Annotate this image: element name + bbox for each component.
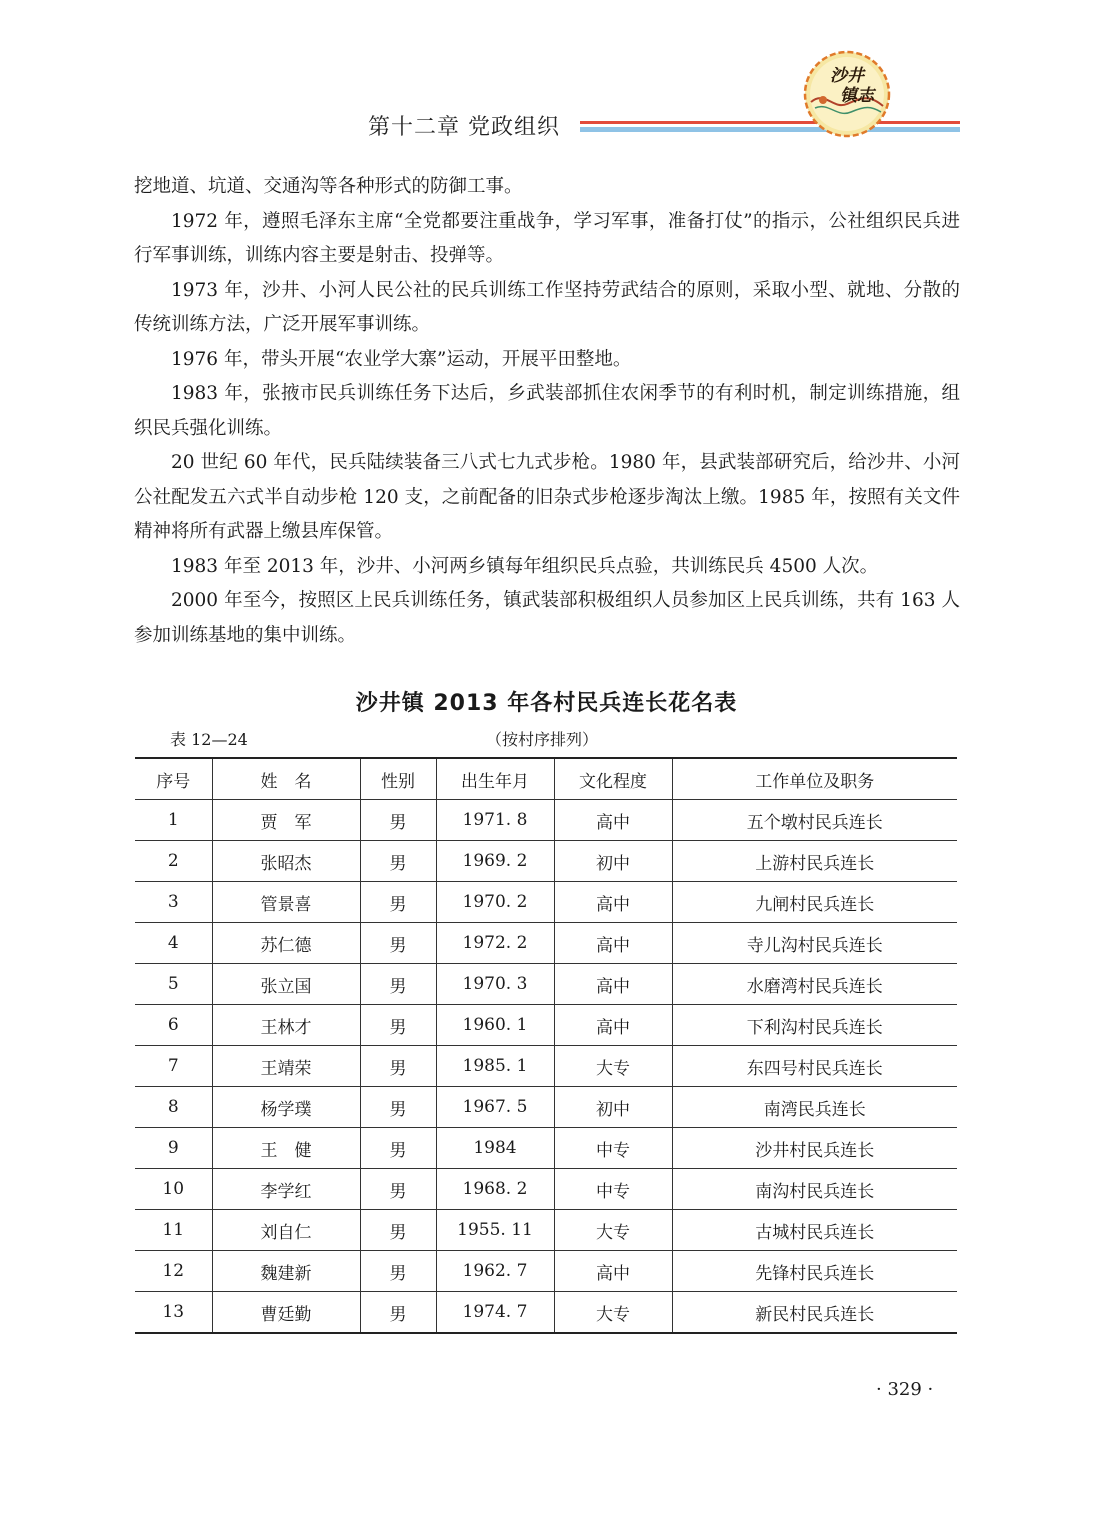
table-row xyxy=(135,1210,957,1251)
table-cell: 新民村民兵连长 xyxy=(672,1292,957,1334)
table-cell: 男 xyxy=(360,800,436,841)
table-row xyxy=(135,882,957,923)
table-cell: 王靖荣 xyxy=(212,1046,360,1087)
table-cell: 大专 xyxy=(554,1210,672,1251)
table-cell: 王林才 xyxy=(212,1005,360,1046)
table-cell: 5 xyxy=(135,964,212,1005)
table-cell: 张昭杰 xyxy=(212,841,360,882)
paragraph: 1983 年至 2013 年，沙井、小河两乡镇每年组织民兵点验，共训练民兵 4500 人次。 xyxy=(171,555,879,577)
table-row xyxy=(135,841,957,882)
table-cell: 男 xyxy=(360,1087,436,1128)
table-cell: 魏建新 xyxy=(212,1251,360,1292)
paragraph: 1973 年，沙井、小河人民公社的民兵训练工作坚持劳武结合的原则，采取小型、就地、分散的传统训练方法，广泛开展军事训练。 xyxy=(134,279,960,335)
table-cell: 苏仁德 xyxy=(212,923,360,964)
seal-line2: 镇志 xyxy=(840,86,874,106)
table-cell: 先锋村民兵连长 xyxy=(672,1251,957,1292)
table-cell: 杨学璞 xyxy=(212,1087,360,1128)
table-cell: 男 xyxy=(360,1210,436,1251)
table-cell: 10 xyxy=(135,1169,212,1210)
table-cell: 高中 xyxy=(554,1005,672,1046)
table-cell: 1969. 2 xyxy=(436,841,554,882)
table-cell: 男 xyxy=(360,882,436,923)
table-cell: 1972. 2 xyxy=(436,923,554,964)
paragraph: 挖地道、坑道、交通沟等各种形式的防御工事。 xyxy=(134,176,523,197)
militia-roster-table xyxy=(135,757,957,1334)
paragraph: 20 世纪 60 年代，民兵陆续装备三八式七九式步枪。1980 年，县武装部研究后，给沙井、小河公社配发五六式半自动步枪 120 支，之前配备的旧杂式步枪逐步淘汰上缴。1985 年，按照有关文件精神将所有武器上缴县库保管。 xyxy=(134,452,960,542)
table-row xyxy=(135,1087,957,1128)
column-header: 序号 xyxy=(135,758,212,800)
column-header: 性别 xyxy=(360,758,436,800)
table-cell: 11 xyxy=(135,1210,212,1251)
seal-text xyxy=(828,66,878,106)
table-cell: 3 xyxy=(135,882,212,923)
table-cell: 1967. 5 xyxy=(436,1087,554,1128)
table-row xyxy=(135,800,957,841)
table-cell: 1962. 7 xyxy=(436,1251,554,1292)
table-row xyxy=(135,1169,957,1210)
table-cell: 大专 xyxy=(554,1046,672,1087)
column-header: 文化程度 xyxy=(554,758,672,800)
table-title: 沙井镇 2013 年各村民兵连长花名表 xyxy=(355,691,738,716)
table-number: 表 12—24 xyxy=(170,730,248,749)
table-cell: 高中 xyxy=(554,882,672,923)
table-cell: 男 xyxy=(360,923,436,964)
table-cell: 男 xyxy=(360,1005,436,1046)
table-cell: 高中 xyxy=(554,800,672,841)
table-cell: 管景喜 xyxy=(212,882,360,923)
paragraph: 1983 年，张掖市民兵训练任务下达后，乡武装部抓住农闲季节的有利时机，制定训练措施，组织民兵强化训练。 xyxy=(134,383,960,439)
column-header: 姓 名 xyxy=(212,758,360,800)
table-cell: 男 xyxy=(360,1169,436,1210)
table-cell: 南沟村民兵连长 xyxy=(672,1169,957,1210)
table-cell: 男 xyxy=(360,1251,436,1292)
table-row xyxy=(135,1292,957,1334)
table-cell: 曹廷勤 xyxy=(212,1292,360,1334)
table-cell: 1984 xyxy=(436,1128,554,1169)
table-cell: 12 xyxy=(135,1251,212,1292)
table-note: （按村序排列） xyxy=(486,730,599,749)
table-cell: 初中 xyxy=(554,1087,672,1128)
table-cell: 东四号村民兵连长 xyxy=(672,1046,957,1087)
table-cell: 1955. 11 xyxy=(436,1210,554,1251)
table-cell: 7 xyxy=(135,1046,212,1087)
table-cell: 1960. 1 xyxy=(436,1005,554,1046)
table-cell: 男 xyxy=(360,1046,436,1087)
table-cell: 13 xyxy=(135,1292,212,1334)
table-cell: 1985. 1 xyxy=(436,1046,554,1087)
table-cell: 王 健 xyxy=(212,1128,360,1169)
table-cell: 1968. 2 xyxy=(436,1169,554,1210)
table-cell: 张立国 xyxy=(212,964,360,1005)
column-header: 工作单位及职务 xyxy=(672,758,957,800)
seal-line1: 沙井 xyxy=(830,66,864,86)
table-cell: 1 xyxy=(135,800,212,841)
table-cell: 男 xyxy=(360,964,436,1005)
paragraph: 1972 年，遵照毛泽东主席“全党都要注重战争，学习军事，准备打仗”的指示，公社组织民兵进行军事训练，训练内容主要是射击、投弹等。 xyxy=(134,210,960,266)
table-cell: 1974. 7 xyxy=(436,1292,554,1334)
table-cell: 高中 xyxy=(554,964,672,1005)
table-cell: 2 xyxy=(135,841,212,882)
table-cell: 1971. 8 xyxy=(436,800,554,841)
table-cell: 上游村民兵连长 xyxy=(672,841,957,882)
table-cell: 8 xyxy=(135,1087,212,1128)
header-rule xyxy=(580,121,960,132)
table-row xyxy=(135,923,957,964)
table-cell: 男 xyxy=(360,1292,436,1334)
table-cell: 下利沟村民兵连长 xyxy=(672,1005,957,1046)
table-cell: 高中 xyxy=(554,1251,672,1292)
table-cell: 古城村民兵连长 xyxy=(672,1210,957,1251)
column-header: 出生年月 xyxy=(436,758,554,800)
table-cell: 1970. 3 xyxy=(436,964,554,1005)
table-row xyxy=(135,964,957,1005)
body-text xyxy=(134,170,960,653)
table-cell: 中专 xyxy=(554,1128,672,1169)
table-cell: 南湾民兵连长 xyxy=(672,1087,957,1128)
table-cell: 五个墩村民兵连长 xyxy=(672,800,957,841)
table-cell: 刘自仁 xyxy=(212,1210,360,1251)
table-cell: 九闸村民兵连长 xyxy=(672,882,957,923)
table-row xyxy=(135,1046,957,1087)
paragraph: 1976 年，带头开展“农业学大寨”运动，开展平田整地。 xyxy=(171,348,632,370)
table-cell: 9 xyxy=(135,1128,212,1169)
table-cell: 沙井村民兵连长 xyxy=(672,1128,957,1169)
page-number: · 329 · xyxy=(876,1379,934,1400)
table-cell: 初中 xyxy=(554,841,672,882)
chapter-title: 第十二章 党政组织 xyxy=(368,115,560,140)
table-cell: 大专 xyxy=(554,1292,672,1334)
table-cell: 男 xyxy=(360,841,436,882)
table-row xyxy=(135,1005,957,1046)
table-cell: 寺儿沟村民兵连长 xyxy=(672,923,957,964)
table-cell: 李学红 xyxy=(212,1169,360,1210)
table-cell: 4 xyxy=(135,923,212,964)
table-row xyxy=(135,1251,957,1292)
table-cell: 男 xyxy=(360,1128,436,1169)
table-cell: 1970. 2 xyxy=(436,882,554,923)
paragraph: 2000 年至今，按照区上民兵训练任务，镇武装部积极组织人员参加区上民兵训练，共有 163 人参加训练基地的集中训练。 xyxy=(134,590,960,646)
table-cell: 6 xyxy=(135,1005,212,1046)
table-cell: 中专 xyxy=(554,1169,672,1210)
table-row xyxy=(135,1128,957,1169)
table-cell: 水磨湾村民兵连长 xyxy=(672,964,957,1005)
table-cell: 贾 军 xyxy=(212,800,360,841)
table-cell: 高中 xyxy=(554,923,672,964)
table-header-row xyxy=(135,758,957,800)
